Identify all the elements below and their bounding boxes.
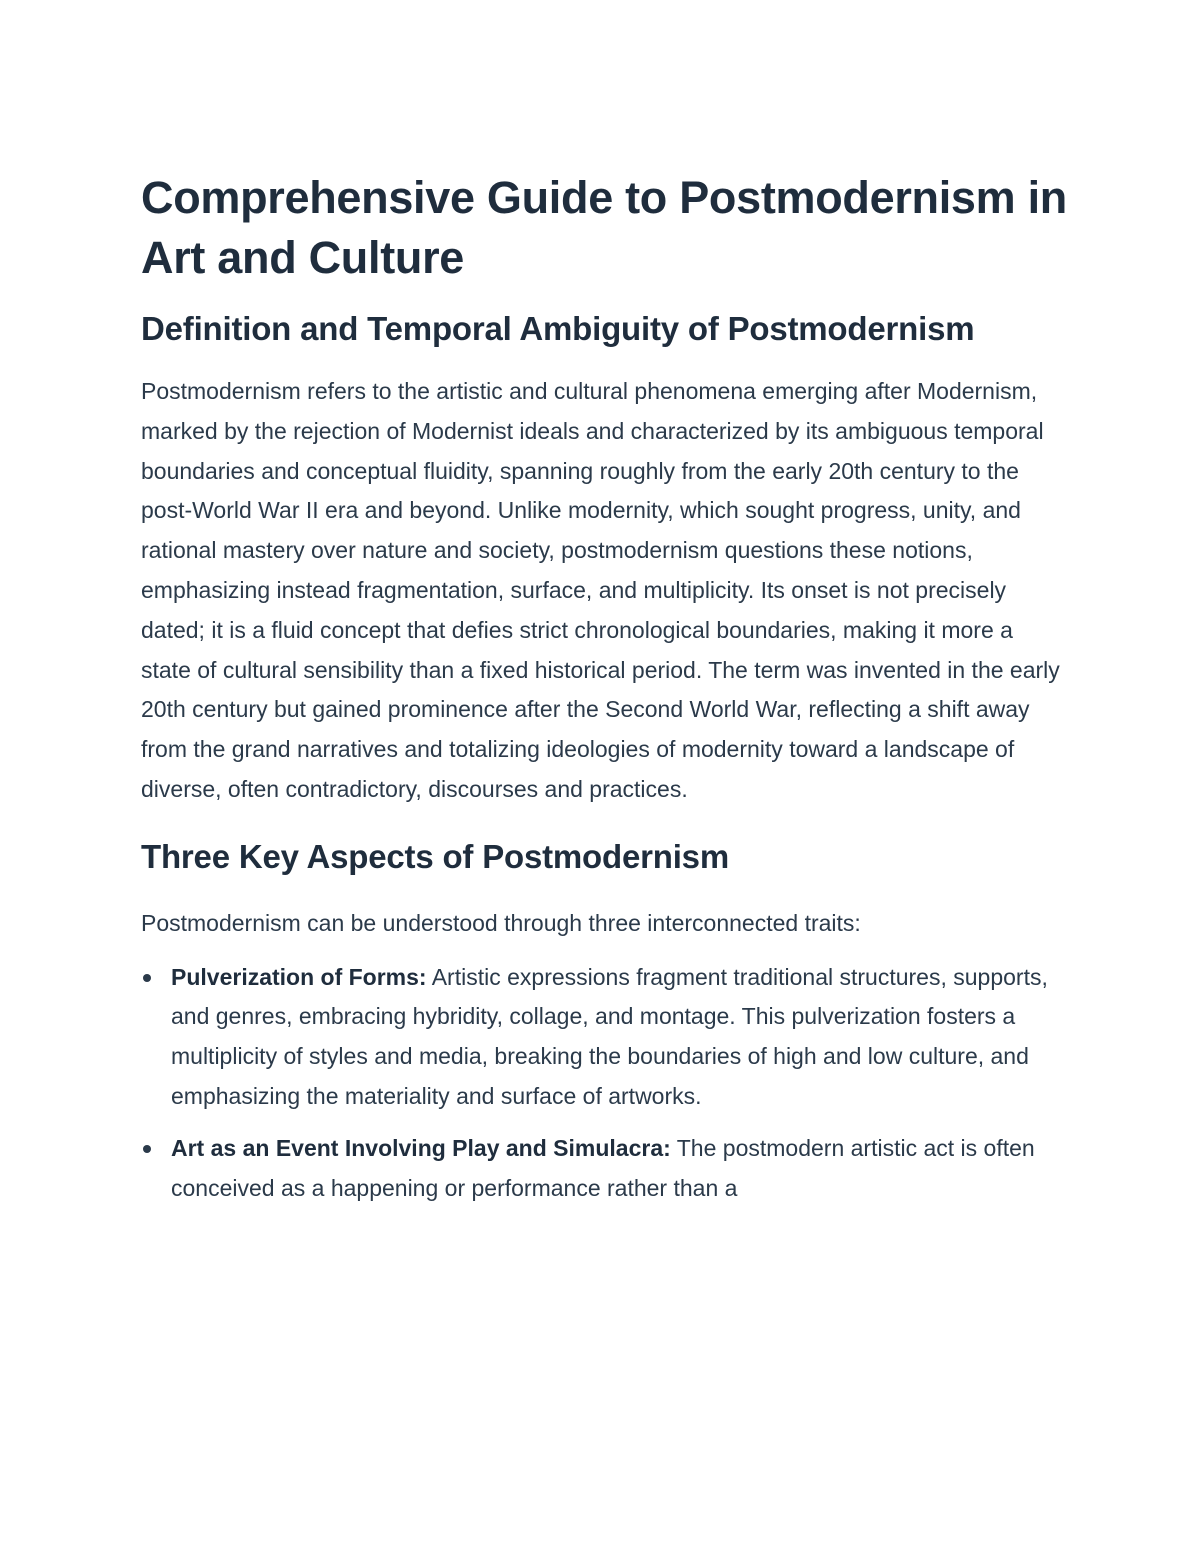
document-title: Comprehensive Guide to Postmodernism in Art and Culture bbox=[141, 172, 1067, 283]
list-item bbox=[141, 1129, 1061, 1209]
document-page bbox=[141, 168, 1081, 1220]
bullet-icon bbox=[143, 974, 151, 982]
section-paragraph-definition: Postmodernism refers to the artistic and cultural phenomena emerging after Modernism, marked by the rejection of Modernist ideals and characterized by its ambiguous temporal boundaries and conceptual fluidity, spanning roughly from the early 20th century to the post-World War II era and beyond. Unlike modernity, which sought progress, unity, and rational mastery over nature and society, postmodernism questions these notions, emphasizing instead fragmentation, surface, and multiplicity. Its onset is not precisely dated; it is a fluid concept that defies strict chronological boundaries, making it more a state of cultural sensibility than a fixed historical period. The term was invented in the early 20th century but gained prominence after the Second World War, reflecting a shift away from the grand narratives and totalizing ideologies of modernity toward a landscape of diverse, often contradictory, discourses and practices. bbox=[141, 378, 1060, 802]
list-item bbox=[141, 958, 1061, 1117]
bullet-icon bbox=[143, 1145, 151, 1153]
list-item-text: Artistic expressions fragment traditional structures, supports, and genres, embracing hybridity, collage, and montage. This pulverization fosters a multiplicity of styles and media, breaking the boundaries of high and low culture, and emphasizing the materiality and surface of artworks. bbox=[171, 963, 1048, 1109]
section-intro-key-aspects: Postmodernism can be understood through three interconnected traits: bbox=[141, 909, 861, 936]
list-item-text: The postmodern artistic act is often conceived as a happening or performance rather than a bbox=[171, 1134, 1035, 1201]
key-aspects-list bbox=[141, 958, 1081, 1209]
list-item-term: Art as an Event Involving Play and Simulacra: bbox=[171, 1134, 671, 1161]
section-heading-definition: Definition and Temporal Ambiguity of Postmodernism bbox=[141, 310, 975, 347]
section-heading-key-aspects: Three Key Aspects of Postmodernism bbox=[141, 837, 729, 875]
list-item-term: Pulverization of Forms: bbox=[171, 963, 427, 990]
